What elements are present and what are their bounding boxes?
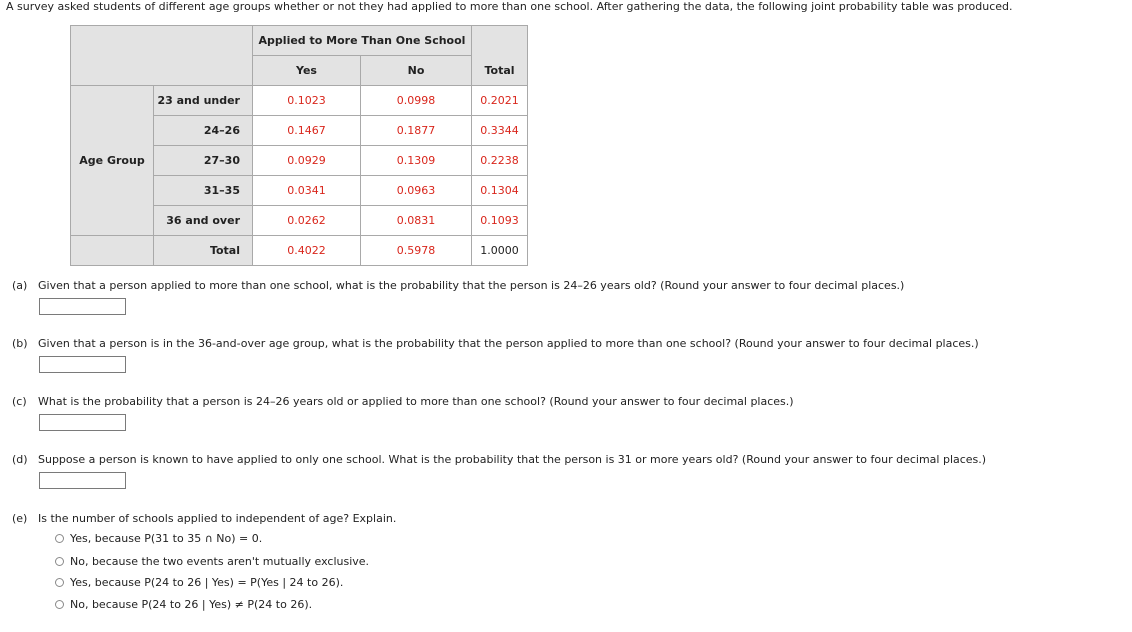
cell-total: 0.2021: [472, 86, 528, 116]
question-d-letter: (d): [12, 453, 28, 466]
option-label: No, because P(24 to 26 | Yes) ≠ P(24 to 26).: [70, 598, 313, 611]
question-e-letter: (e): [12, 512, 28, 525]
option-e-3[interactable]: [55, 576, 343, 589]
answer-c-input[interactable]: [39, 414, 126, 431]
option-label: No, because the two events aren't mutually exclusive.: [70, 555, 370, 568]
cell-yes: 0.0929: [253, 146, 361, 176]
cell-total: 0.2238: [472, 146, 528, 176]
age-group-label: Age Group: [71, 86, 154, 236]
cell-total: 0.3344: [472, 116, 528, 146]
table-corner: [71, 26, 253, 86]
question-c: [12, 395, 794, 408]
question-a: [12, 279, 904, 292]
question-d: [12, 453, 986, 466]
question-d-text: Suppose a person is known to have applied to only one school. What is the probability that the person is 31 or more years old? (Round your answer to four decimal places.): [38, 453, 987, 466]
row-label: 24–26: [154, 116, 253, 146]
question-b-letter: (b): [12, 337, 28, 350]
option-e-2[interactable]: [55, 555, 369, 568]
problem-intro: A survey asked students of different age groups whether or not they had applied to more than one school. After gathering the data, the following joint probability table was produced.: [6, 0, 1013, 13]
cell-yes: 0.1023: [253, 86, 361, 116]
radio-button[interactable]: [55, 600, 64, 609]
cell-no: 0.1877: [361, 116, 472, 146]
row-label: 27–30: [154, 146, 253, 176]
cell-total: 0.1304: [472, 176, 528, 206]
question-b: [12, 337, 979, 350]
radio-button[interactable]: [55, 534, 64, 543]
cell-no: 0.0998: [361, 86, 472, 116]
question-a-letter: (a): [12, 279, 28, 292]
header-spacer: [472, 26, 528, 56]
question-c-text: What is the probability that a person is 24–26 years old or applied to more than one school? (Round your answer to four decimal places.): [38, 395, 794, 408]
option-e-4[interactable]: [55, 598, 312, 611]
total-yes: 0.4022: [253, 236, 361, 266]
cell-yes: 0.0341: [253, 176, 361, 206]
question-b-text: Given that a person is in the 36-and-over age group, what is the probability that the person applied to more than one school? (Round your answer to four decimal places.): [38, 337, 979, 350]
col-total-header: Total: [472, 56, 528, 86]
question-c-letter: (c): [12, 395, 27, 408]
question-e-text: Is the number of schools applied to independent of age? Explain.: [38, 512, 397, 525]
option-label: Yes, because P(24 to 26 | Yes) = P(Yes | 24 to 26).: [70, 576, 344, 589]
cell-total: 0.1093: [472, 206, 528, 236]
option-label: Yes, because P(31 to 35 ∩ No) = 0.: [70, 532, 263, 545]
cell-no: 0.0963: [361, 176, 472, 206]
joint-probability-table: [70, 25, 528, 266]
radio-button[interactable]: [55, 557, 64, 566]
answer-d-input[interactable]: [39, 472, 126, 489]
total-row-spacer: [71, 236, 154, 266]
col-no-header: No: [361, 56, 472, 86]
question-e: [12, 512, 396, 525]
total-no: 0.5978: [361, 236, 472, 266]
row-label: 31–35: [154, 176, 253, 206]
answer-a-input[interactable]: [39, 298, 126, 315]
col-yes-header: Yes: [253, 56, 361, 86]
total-row-label: Total: [154, 236, 253, 266]
answer-b-input[interactable]: [39, 356, 126, 373]
row-label: 23 and under: [154, 86, 253, 116]
cell-yes: 0.1467: [253, 116, 361, 146]
cell-no: 0.0831: [361, 206, 472, 236]
radio-button[interactable]: [55, 578, 64, 587]
applied-header: Applied to More Than One School: [253, 26, 472, 56]
option-e-1[interactable]: [55, 532, 262, 545]
row-label: 36 and over: [154, 206, 253, 236]
question-a-text: Given that a person applied to more than one school, what is the probability that the person is 24–26 years old? (Round your answer to four decimal places.): [38, 279, 905, 292]
cell-no: 0.1309: [361, 146, 472, 176]
grand-total: 1.0000: [472, 236, 528, 266]
cell-yes: 0.0262: [253, 206, 361, 236]
